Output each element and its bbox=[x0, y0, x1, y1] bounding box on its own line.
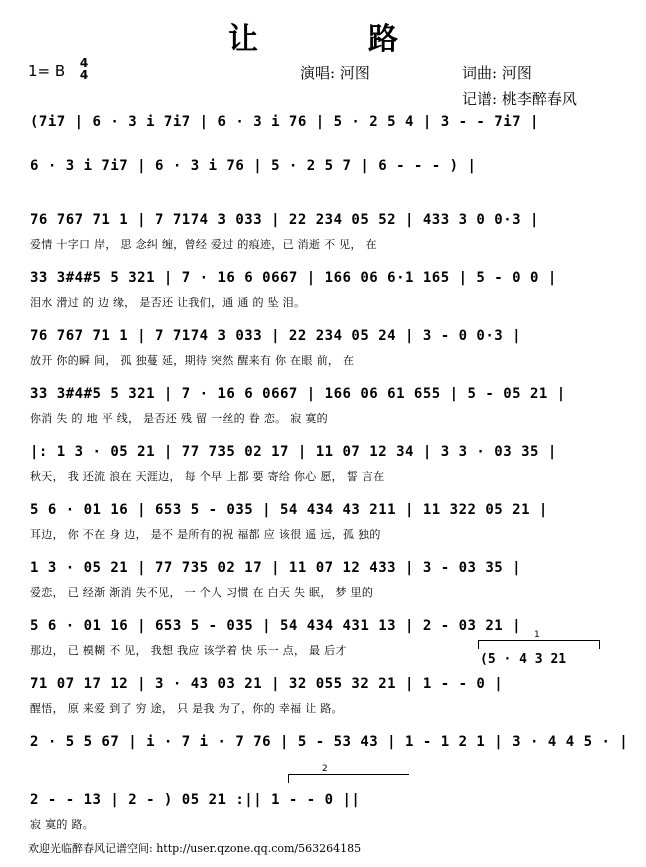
time-signature-top: 4 bbox=[79, 56, 89, 70]
page-title: 让 路 bbox=[228, 22, 438, 57]
time-signature bbox=[78, 57, 90, 81]
score-row bbox=[0, 546, 646, 604]
second-ending-bracket bbox=[288, 774, 409, 783]
score-row bbox=[0, 154, 646, 198]
notes-line: 33 3#4#5 5 321 | 7 · 16 6 0667 | 166 06 6·1 165 | 5 - 0 0 | bbox=[30, 270, 557, 286]
score-row bbox=[0, 108, 646, 154]
lyrics-line: 耳边， 你 不在 身 边， 是不 是所有的祝 福都 应 该很 遥 远，孤 独的 bbox=[30, 528, 381, 541]
recorder-credit: 记谱: 桃李醉春风 bbox=[462, 90, 577, 108]
lyrics-line: 爱恋， 已 经渐 渐消 失不见， 一 个人 习惯 在 白天 失 眠， 梦 里的 bbox=[30, 586, 374, 599]
notes-line: 5 6 · 01 16 | 653 5 - 035 | 54 434 431 13 | 2 - 03 21 | bbox=[30, 618, 522, 634]
notes-line: 33 3#4#5 5 321 | 7 · 16 6 0667 | 166 06 61 655 | 5 - 05 21 | bbox=[30, 386, 566, 402]
score-row bbox=[0, 256, 646, 314]
footer-note: 欢迎光临醉春风记谱空间: http://user.qzone.qq.com/563264185 bbox=[28, 842, 362, 855]
notes-line: 1 3 · 05 21 | 77 735 02 17 | 11 07 12 433 | 3 - 03 35 | bbox=[30, 560, 522, 576]
score-row bbox=[0, 198, 646, 256]
score-row bbox=[0, 314, 646, 372]
score-row bbox=[0, 488, 646, 546]
score-row bbox=[0, 662, 646, 720]
author-credit: 词曲: 河图 bbox=[462, 64, 532, 82]
first-ending-bracket bbox=[478, 640, 600, 649]
lyrics-line: 泪水 滑过 的 边 缘， 是否还 让我们，通 通 的 坠 泪。 bbox=[30, 296, 306, 309]
notes-line: (7i7 | 6 · 3 i 7i7 | 6 · 3 i 76 | 5 · 2 5 4 | 3 - - 7i7 | bbox=[30, 114, 539, 130]
lyrics-line: 爱情 十字口 岸， 思 念纠 缠，曾经 爱过 的痕迹，已 消逝 不 见， 在 bbox=[30, 238, 377, 251]
first-ending-notes: (5 · 4 3 21 bbox=[480, 652, 567, 667]
time-signature-bottom: 4 bbox=[79, 68, 89, 82]
notes-line: 71 07 17 12 | 3 · 43 03 21 | 32 055 32 21 | 1 - - 0 | bbox=[30, 676, 504, 692]
lyrics-line: 你消 失 的 地 平 线， 是否还 残 留 一丝的 眷 恋。 寂 寞的 bbox=[30, 412, 328, 425]
notes-line: 5 6 · 01 16 | 653 5 - 035 | 54 434 43 211 | 11 322 05 21 | bbox=[30, 502, 548, 518]
second-ending-label: 2 bbox=[322, 764, 328, 774]
notes-line: 76 767 71 1 | 7 7174 3 033 | 22 234 05 52 | 433 3 0 0·3 | bbox=[30, 212, 539, 228]
lyrics-line: 秋天， 我 还流 浪在 天涯边， 每 个早 上都 要 寄给 你心 愿， 誓 言在 bbox=[30, 470, 385, 483]
score-row bbox=[0, 430, 646, 488]
first-ending-label: 1 bbox=[534, 630, 540, 640]
score bbox=[0, 108, 646, 836]
score-row bbox=[0, 372, 646, 430]
lyrics-line: 那边， 已 模糊 不 见， 我想 我应 该学着 快 乐一 点， 最 后才 bbox=[30, 644, 347, 657]
lyrics-line: 放开 你的瞬 间， 孤 独蔓 延，期待 突然 醒来有 你 在眼 前， 在 bbox=[30, 354, 355, 367]
notes-line: 2 · 5 5 67 | i · 7 i · 7 76 | 5 - 53 43 | 1 - 1 2 1 | 3 · 4 4 5 · | bbox=[30, 734, 629, 750]
lyrics-line: 醒悟， 原 来爱 到了 穷 途， 只 是我 为了，你的 幸福 让 路。 bbox=[30, 702, 343, 715]
notes-line: 76 767 71 1 | 7 7174 3 033 | 22 234 05 24 | 3 - 0 0·3 | bbox=[30, 328, 522, 344]
lyrics-line: 寂 寞的 路。 bbox=[30, 818, 95, 831]
notes-line: 2 - - 13 | 2 - ) 05 21 :|| 1 - - 0 || bbox=[30, 792, 361, 808]
notes-line: |: 1 3 · 05 21 | 77 735 02 17 | 11 07 12 34 | 3 3 · 03 35 | bbox=[30, 444, 557, 460]
singer-credit: 演唱: 河图 bbox=[300, 64, 370, 82]
score-row bbox=[0, 778, 646, 836]
key-signature: 1= B bbox=[28, 62, 66, 80]
notes-line: 6 · 3 i 7i7 | 6 · 3 i 76 | 5 · 2 5 7 | 6 - - - ) | bbox=[30, 158, 477, 174]
